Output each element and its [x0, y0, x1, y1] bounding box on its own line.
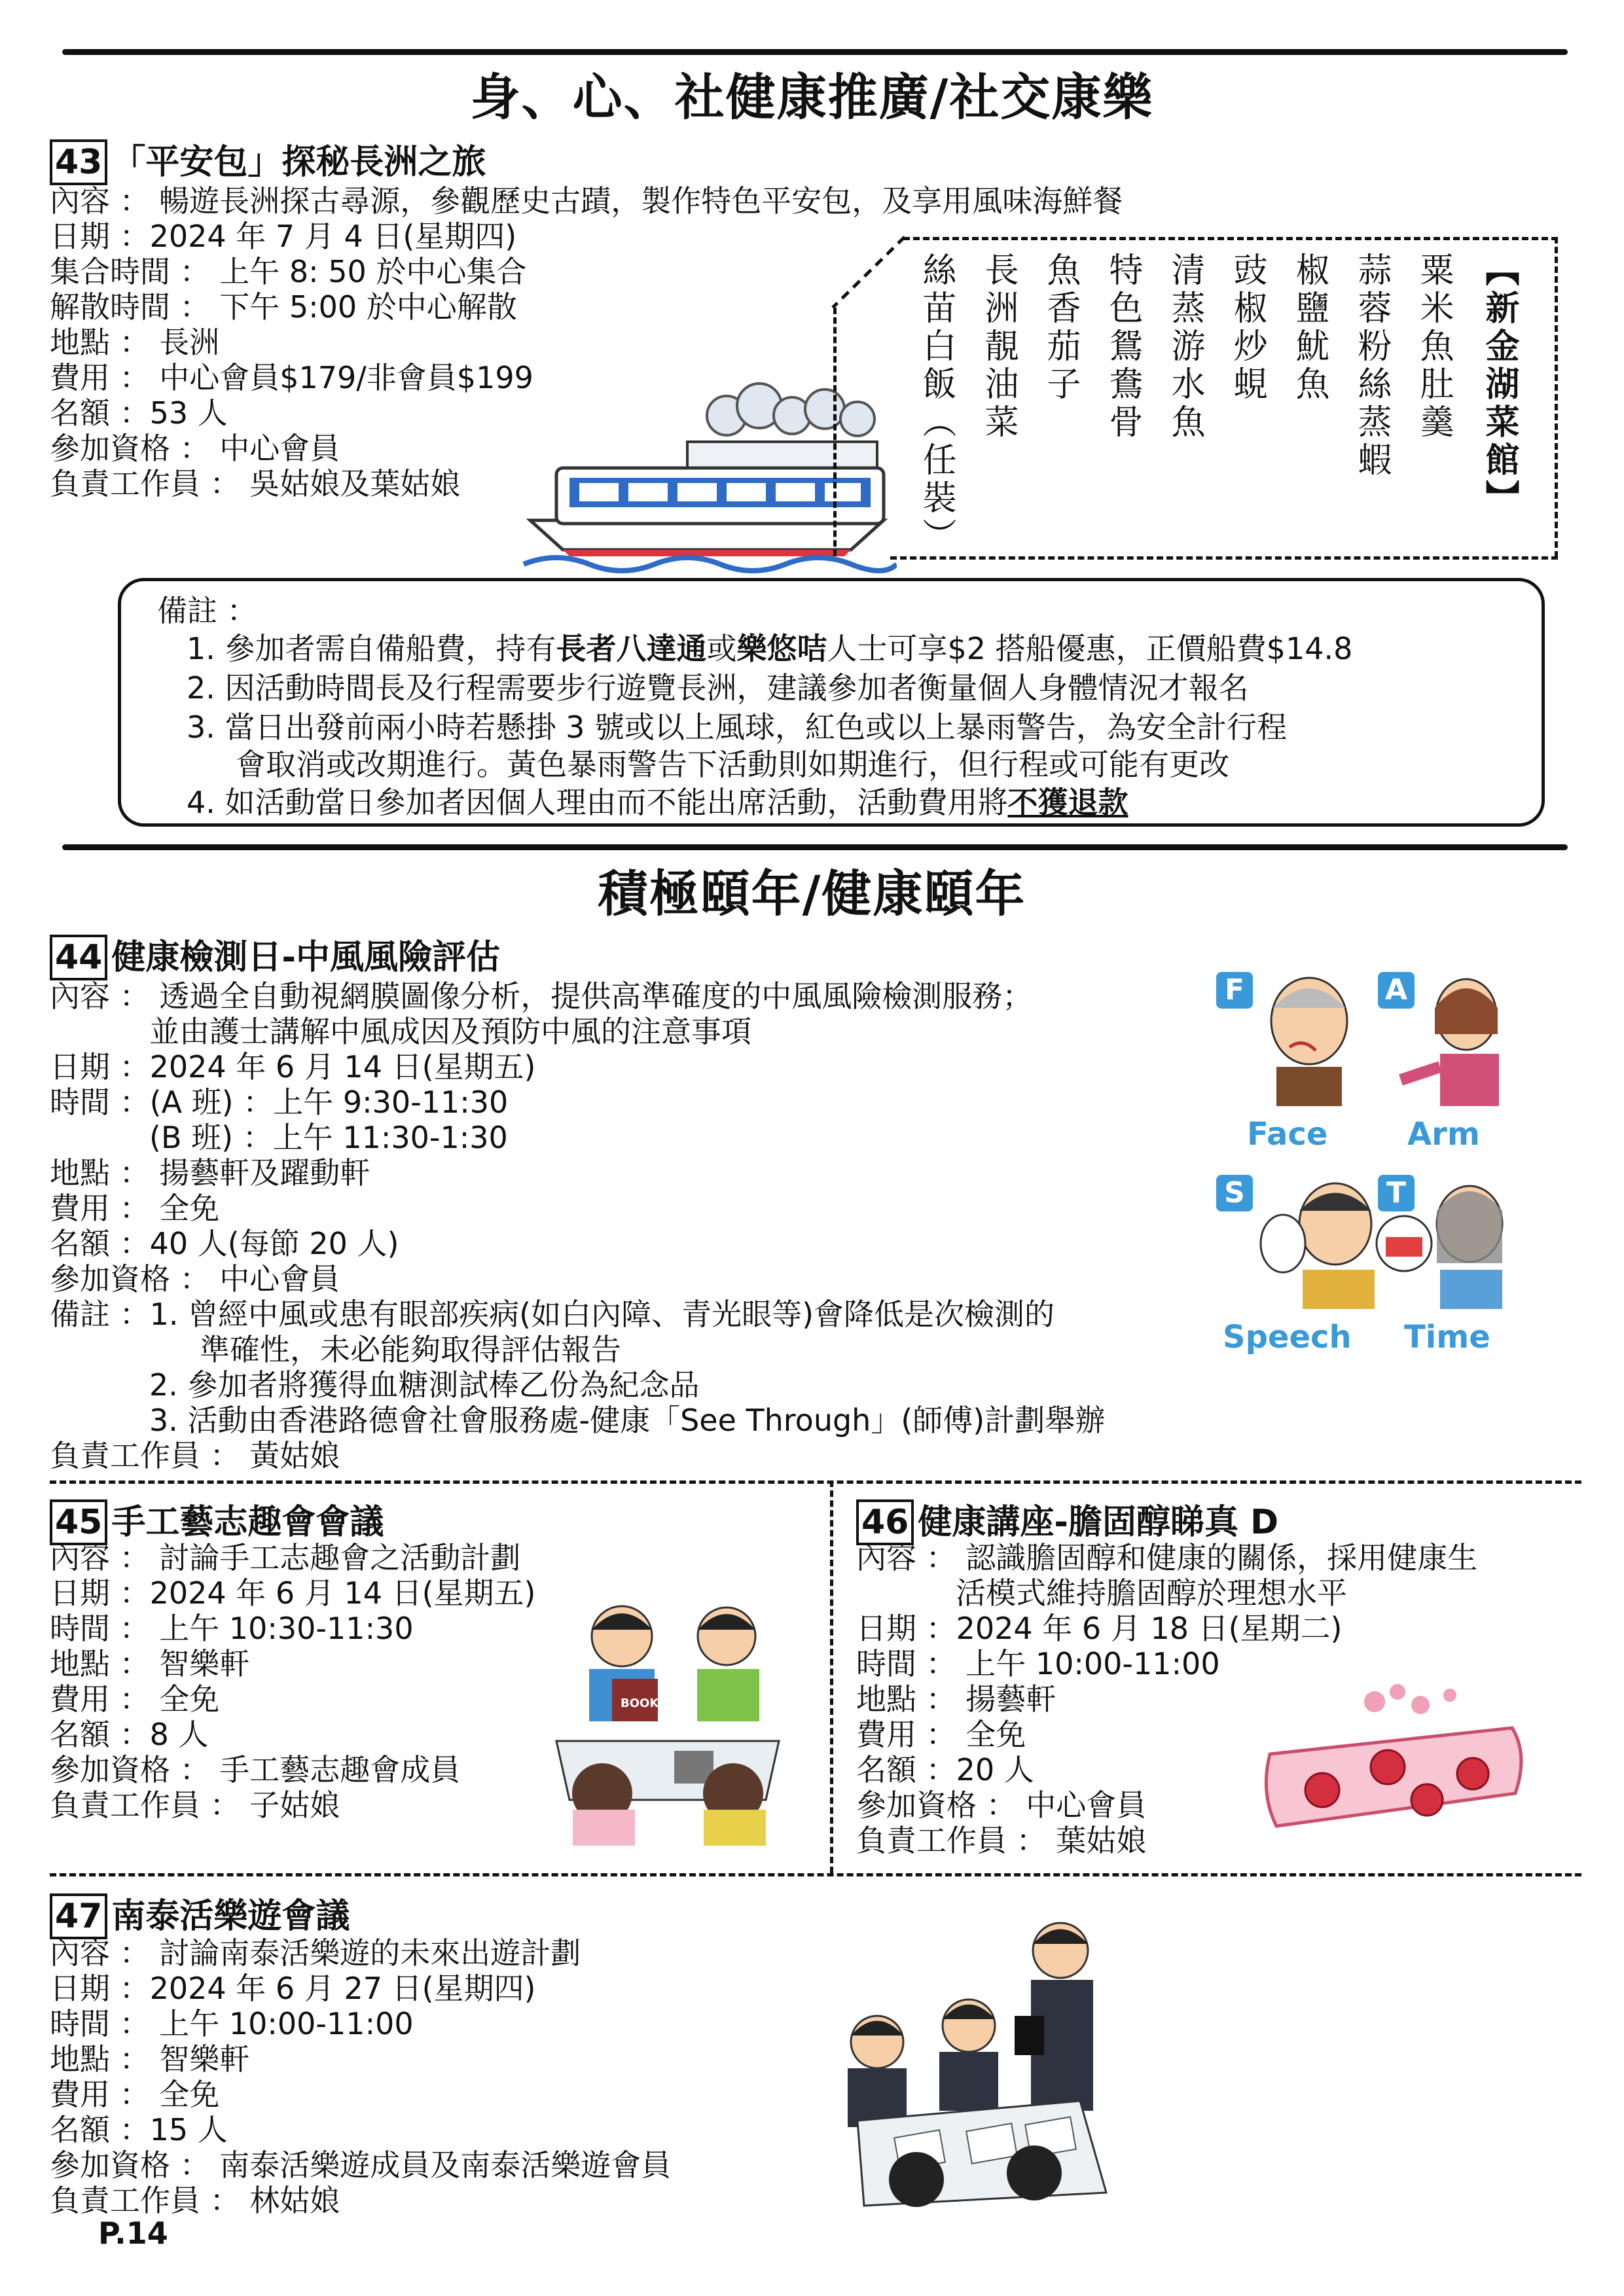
a46-eligibility: 參加資格 ： 中心會員: [856, 1787, 1147, 1823]
remark-1-a: 1. 參加者需自備船費，持有: [187, 631, 556, 666]
a46-date: 日期 ：2024 年 6 月 18 日(星期二): [856, 1611, 1343, 1646]
a44-eligibility: 參加資格 ： 中心會員: [50, 1261, 340, 1297]
a44-remark-3: 3. 活動由香港路德會社會服務處-健康「See Through」(師傅)計劃舉辦: [149, 1403, 1106, 1438]
a47-venue: 地點 ： 智樂軒: [50, 2041, 250, 2077]
menu-item-3: 椒鹽魷魚: [1290, 252, 1329, 404]
a44-remark-1b: 準確性，未必能夠取得評估報告: [200, 1332, 621, 1367]
menu-item-7: 魚香茄子: [1041, 252, 1080, 404]
section-2-rule: [62, 844, 1568, 850]
a45-fee: 費用 ： 全免: [50, 1681, 220, 1717]
remark-4-a: 4. 如活動當日參加者因個人理由而不能出席活動，活動費用將: [187, 785, 1008, 820]
fast-label-speech: Speech: [1223, 1319, 1352, 1355]
a45-quota: 名額 ：8 人: [50, 1717, 209, 1752]
activity-47-number: 47: [50, 1893, 107, 1939]
divider-middle: [50, 1480, 1581, 1484]
meeting-illustration: [543, 1584, 792, 1846]
menu-box-diagonal: [831, 236, 910, 314]
menu-item-4: 豉椒炒蜆: [1227, 252, 1267, 404]
activity-45-number: 45: [50, 1499, 107, 1545]
menu-box-bottom: [890, 556, 1558, 560]
menu-restaurant: 【新金湖菜館】: [1479, 252, 1519, 518]
section-title-2: 積極頤年/健康頤年: [598, 865, 1026, 923]
activity-43-name: 「平安包」探秘長洲之旅: [111, 143, 486, 182]
a45-venue: 地點 ： 智樂軒: [50, 1646, 250, 1681]
a44-remark-1: 備註 ：1. 曾經中風或患有眼部疾病(如白內障、青光眼等)會降低是次檢測的: [50, 1297, 1055, 1332]
page-number: P.14: [98, 2215, 168, 2251]
activity-47-name: 南泰活樂遊會議: [111, 1897, 350, 1936]
remark-1: [187, 625, 1352, 668]
section-title-1: 身、心、社健康推廣/社交康樂: [470, 68, 1154, 126]
fast-time-person: [1371, 1172, 1515, 1309]
remark-1-joyyou: 樂悠咭: [736, 631, 827, 666]
a46-content: 內容 ： 認識膽固醇和健康的關係，採用健康生: [856, 1540, 1478, 1575]
fast-label-arm: Arm: [1407, 1116, 1480, 1153]
a45-eligibility: 參加資格 ： 手工藝志趣會成員: [50, 1752, 461, 1787]
a44-date: 日期 ：2024 年 6 月 14 日(星期五): [50, 1049, 536, 1085]
a44-time-b: (B 班) ：上午 11:30-1:30: [149, 1120, 508, 1155]
a47-content: 內容 ： 討論南泰活樂遊的未來出遊計劃: [50, 1935, 581, 1971]
activity-46-number: 46: [856, 1499, 914, 1545]
a43-fee: 費用 ： 中心會員$179/非會員$199: [50, 360, 533, 395]
a44-time-a: 時間 ：(A 班) ：上午 9:30-11:30: [50, 1085, 509, 1120]
fast-speech-person: [1257, 1172, 1388, 1309]
fast-label-time: Time: [1404, 1319, 1490, 1355]
divider-lower: [50, 1873, 1581, 1876]
a43-content: 內容 ： 暢遊長洲探古尋源，參觀歷史古蹟，製作特色平安包，及享用風味海鮮餐: [50, 183, 1123, 219]
remark-3a: 3. 當日出發前兩小時若懸掛 3 號或以上風球，紅色或以上暴雨警告，為安全計行程: [187, 709, 1288, 745]
a43-gather: 集合時間 ： 上午 8: 50 於中心集合: [50, 254, 527, 289]
menu-item-5: 清蒸游水魚: [1165, 252, 1204, 442]
a43-date: 日期 ：2024 年 7 月 4 日(星期四): [50, 219, 517, 254]
remark-1-e: 人士可享$2 搭船優惠，正價船費$14.8: [827, 631, 1353, 666]
a46-venue: 地點 ： 揚藝軒: [856, 1681, 1056, 1717]
activity-46-name: 健康講座-膽固醇睇真 D: [918, 1503, 1279, 1542]
remark-3b: 會取消或改期進行。黃色暴雨警告下活動則如期進行，但行程或可能有更改: [236, 747, 1229, 782]
a46-content-2: 活模式維持膽固醇於理想水平: [956, 1575, 1347, 1611]
a45-staff: 負責工作員 ： 子姑娘: [50, 1787, 340, 1823]
a47-date: 日期 ：2024 年 6 月 27 日(星期四): [50, 1971, 536, 2006]
a43-quota: 名額 ：53 人: [50, 395, 228, 431]
a43-dismiss: 解散時間 ： 下午 5:00 於中心解散: [50, 289, 517, 325]
activity-47-title: [50, 1888, 350, 1939]
a43-staff: 負責工作員 ： 吳姑娘及葉姑娘: [50, 466, 461, 501]
a45-time: 時間 ： 上午 10:30-11:30: [50, 1611, 414, 1646]
activity-43-title: [50, 134, 486, 185]
activity-46-title: [856, 1494, 1278, 1545]
remark-4: [187, 779, 1128, 822]
a47-quota: 名額 ：15 人: [50, 2112, 228, 2147]
activity-44-title: [50, 929, 500, 980]
a44-staff: 負責工作員 ： 黃姑娘: [50, 1438, 340, 1473]
fast-badge-a: A: [1378, 972, 1415, 1009]
remark-1-or: 或: [706, 631, 737, 666]
fast-badge-f: F: [1216, 972, 1253, 1009]
activity-44-number: 44: [50, 935, 107, 980]
a47-fee: 費用 ： 全免: [50, 2077, 220, 2112]
fast-label-face: Face: [1247, 1116, 1328, 1153]
activity-43-number: 43: [50, 139, 107, 185]
menu-box-right: [1555, 237, 1558, 558]
a46-fee: 費用 ： 全免: [856, 1717, 1026, 1752]
ferry-illustration: [517, 380, 897, 576]
a46-time: 時間 ： 上午 10:00-11:00: [856, 1646, 1220, 1681]
activity-45-name: 手工藝志趣會會議: [111, 1503, 384, 1542]
a44-venue: 地點 ： 揚藝軒及躍動軒: [50, 1155, 370, 1191]
top-rule: [62, 49, 1568, 55]
a46-staff: 負責工作員 ： 葉姑娘: [856, 1823, 1147, 1858]
menu-item-2: 蒜蓉粉絲蒸蝦: [1352, 252, 1391, 480]
a45-date: 日期 ：2024 年 6 月 14 日(星期五): [50, 1575, 536, 1611]
remark-4-no-refund: 不獲退款: [1007, 785, 1128, 820]
remark-2: 2. 因活動時間長及行程需要步行遊覽長洲，建議參加者衡量個人身體情況才報名: [187, 670, 1249, 706]
a44-content-2: 並由護士講解中風成因及預防中風的注意事項: [149, 1014, 751, 1049]
a45-content: 內容 ： 討論手工志趣會之活動計劃: [50, 1540, 521, 1575]
divider-vertical: [830, 1480, 833, 1873]
a44-remark-2: 2. 參加者將獲得血糖測試棒乙份為紀念品: [149, 1367, 700, 1403]
menu-item-1: 粟米魚肚羹: [1414, 252, 1453, 442]
a43-eligibility: 參加資格 ： 中心會員: [50, 431, 340, 466]
a43-venue: 地點 ： 長洲: [50, 325, 220, 360]
activity-44-name: 健康檢測日-中風風險評估: [111, 938, 500, 977]
blood-vessel-illustration: [1257, 1676, 1532, 1846]
business-meeting-illustration: [818, 1905, 1126, 2219]
a47-eligibility: 參加資格 ： 南泰活樂遊成員及南泰活樂遊會員: [50, 2147, 672, 2183]
book-label: BOOK: [621, 1696, 659, 1710]
fast-badge-s: S: [1216, 1175, 1253, 1211]
fast-badge-t: T: [1378, 1175, 1415, 1211]
fast-arm-person: [1394, 969, 1512, 1106]
menu-box-left: [833, 308, 837, 556]
menu-item-6: 特色鴛鴦骨: [1103, 252, 1142, 442]
a47-staff: 負責工作員 ： 林姑娘: [50, 2183, 340, 2218]
a44-content: 內容 ： 透過全自動視網膜圖像分析，提供高準確度的中風風險檢測服務；: [50, 978, 1033, 1014]
activity-45-title: [50, 1494, 384, 1545]
a44-quota: 名額 ：40 人(每節 20 人): [50, 1226, 399, 1261]
remarks-label: 備註 ：: [157, 593, 257, 628]
menu-box-top: [903, 237, 1558, 240]
a47-time: 時間 ： 上午 10:00-11:00: [50, 2006, 414, 2041]
menu-item-9: 絲苗白飯（任裝）: [916, 252, 956, 556]
menu-item-8: 長洲靚油菜: [979, 252, 1018, 442]
a44-fee: 費用 ： 全免: [50, 1191, 220, 1226]
remark-1-octopus: 長者八達通: [556, 631, 707, 666]
fast-face-person: [1257, 969, 1362, 1106]
a46-quota: 名額 ：20 人: [856, 1752, 1034, 1787]
